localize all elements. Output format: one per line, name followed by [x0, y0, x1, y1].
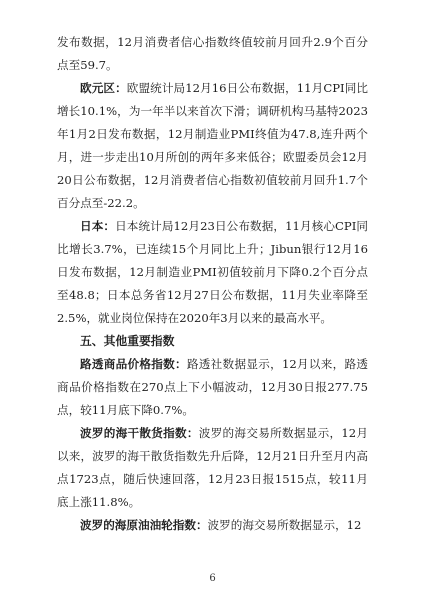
paragraph-eurozone: [57, 77, 368, 215]
paragraph-lead: 路透商品价格指数：: [80, 357, 187, 371]
page-number: 6: [209, 573, 216, 584]
paragraph-baltic-crude-tanker-index: [57, 514, 368, 537]
section-heading: 五、其他重要指数: [80, 334, 175, 348]
paragraph-text: 波罗的海交易所数据显示，12月以来，波罗的海干散货指数先升后降，12月21日升至月内高点1723点，随后快速回落，12月23日报1515点，较11月底上涨11.8%。: [57, 426, 368, 509]
paragraph-text: 波罗的海交易所数据显示，12: [207, 518, 362, 532]
paragraph-lead: 欧元区：: [80, 81, 127, 95]
paragraph-text: 欧盟统计局12月16日公布数据，11月CPI同比增长10.1%，为一年半以来首次下滑；调研机构马基特2023年1月2日发布数据，12月制造业PMI终值为47.8,连升两个月，进一步走出10月所创的两年多来低谷；欧盟委员会12月20日公布数据，12月消费者信心指数初值较前月回升1.7个百分点至-22.2。: [57, 81, 368, 210]
paragraph-text: 路透社数据显示，12月以来，路透商品价格指数在270点上下小幅波动，12月30日报277.75点，较11月底下降0.7%。: [57, 357, 368, 417]
paragraph-text: 发布数据，12月消费者信心指数终值较前月回升2.9个百分点至59.7。: [57, 35, 368, 72]
paragraph-reuters-index: [57, 353, 368, 422]
paragraph-lead: 波罗的海干散货指数：: [80, 426, 199, 440]
paragraph-baltic-dry-index: [57, 422, 368, 514]
paragraph-text: 日本统计局12月23日公布数据，11月核心CPI同比增长3.7%，已连续15个月同比上升；Jibun银行12月16日发布数据，12月制造业PMI初值较前月下降0.2个百分点至48.8；日本总务省12月27日公布数据，11月失业率降至2.5%，就业岗位保持在2020年3月以来的最高水平。: [57, 219, 368, 325]
paragraph-lead: 日本：: [80, 219, 116, 233]
document-body: [57, 31, 368, 537]
paragraph-lead: 波罗的海原油油轮指数：: [80, 518, 208, 532]
paragraph-continuation: [57, 31, 368, 77]
paragraph-japan: [57, 215, 368, 330]
